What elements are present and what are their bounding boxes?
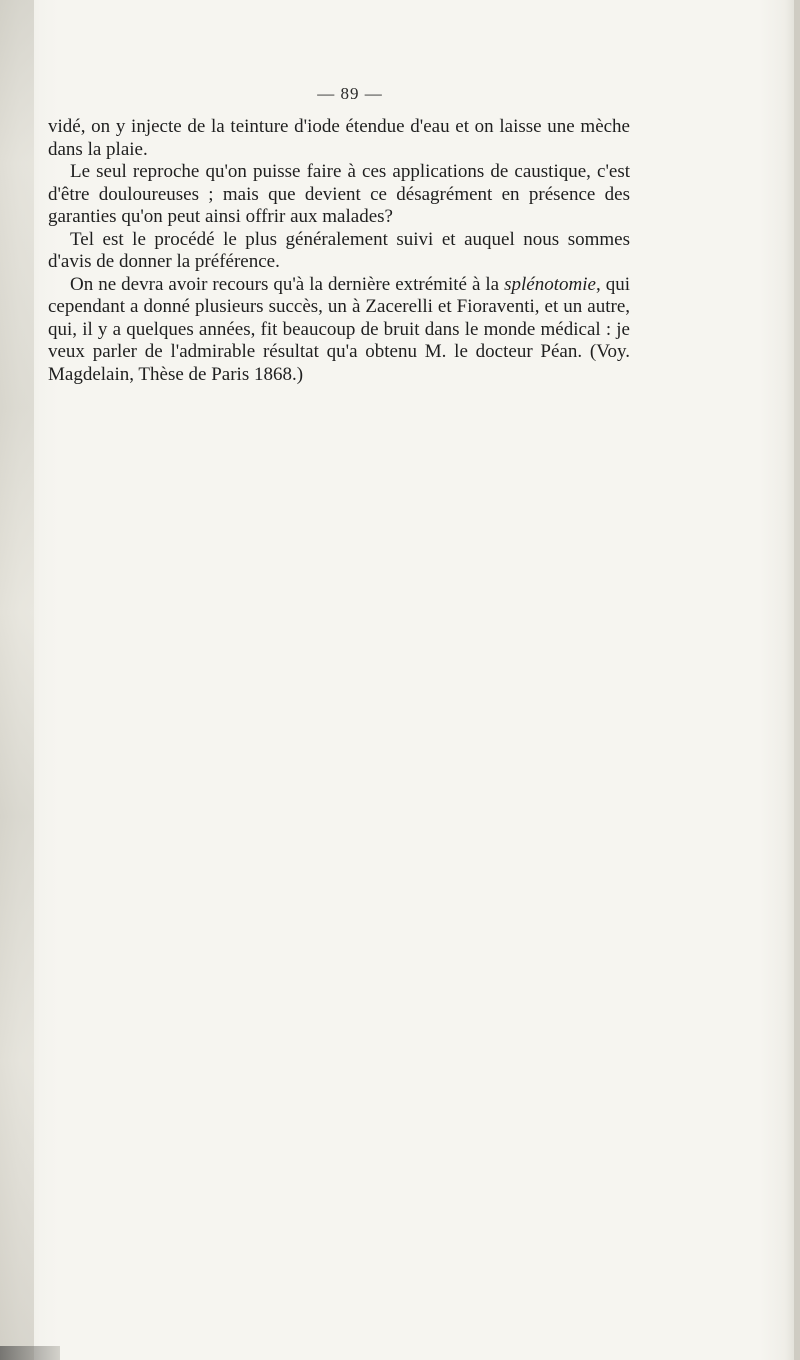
paragraph-4 [48,274,630,387]
page-margin-shadow [0,0,34,1360]
paragraph-3: Tel est le procédé le plus généralement suivi et auquel nous sommes d'avis de donner la préférence. [48,228,630,272]
page-bottom-strip [0,1346,60,1360]
splenotomie-term: splénotomie [504,273,596,295]
page-right-edge [794,0,800,1360]
paragraph-2: Le seul reproche qu'on puisse faire à ces applications de caustique, c'est d'être douloureuses ; mais que devient ce désagrément en présence des garanties qu'on peut ainsi offrir aux malades? [48,161,630,227]
paragraph-4-start: On ne devra avoir recours qu'à la dernière extrémité à la [70,273,505,295]
paragraph-4-end: , qui cependant a donné plusieurs succès, un à Zacerelli et Fioraventi, et un autre, qui, il y a quelques années, fit beaucoup de bruit dans le monde médical : je veux parler de l'admirable résultat qu'a obtenu M. le docteur Péan. (Voy. Magdelain, Thèse de Paris 1868.) [48,273,630,385]
paragraph-1: vidé, on y injecte de la teinture d'iode étendue d'eau et on laisse une mèche dans la plaie. [48,116,630,160]
body-text [48,116,630,386]
page-number: — 89 — [317,84,383,103]
